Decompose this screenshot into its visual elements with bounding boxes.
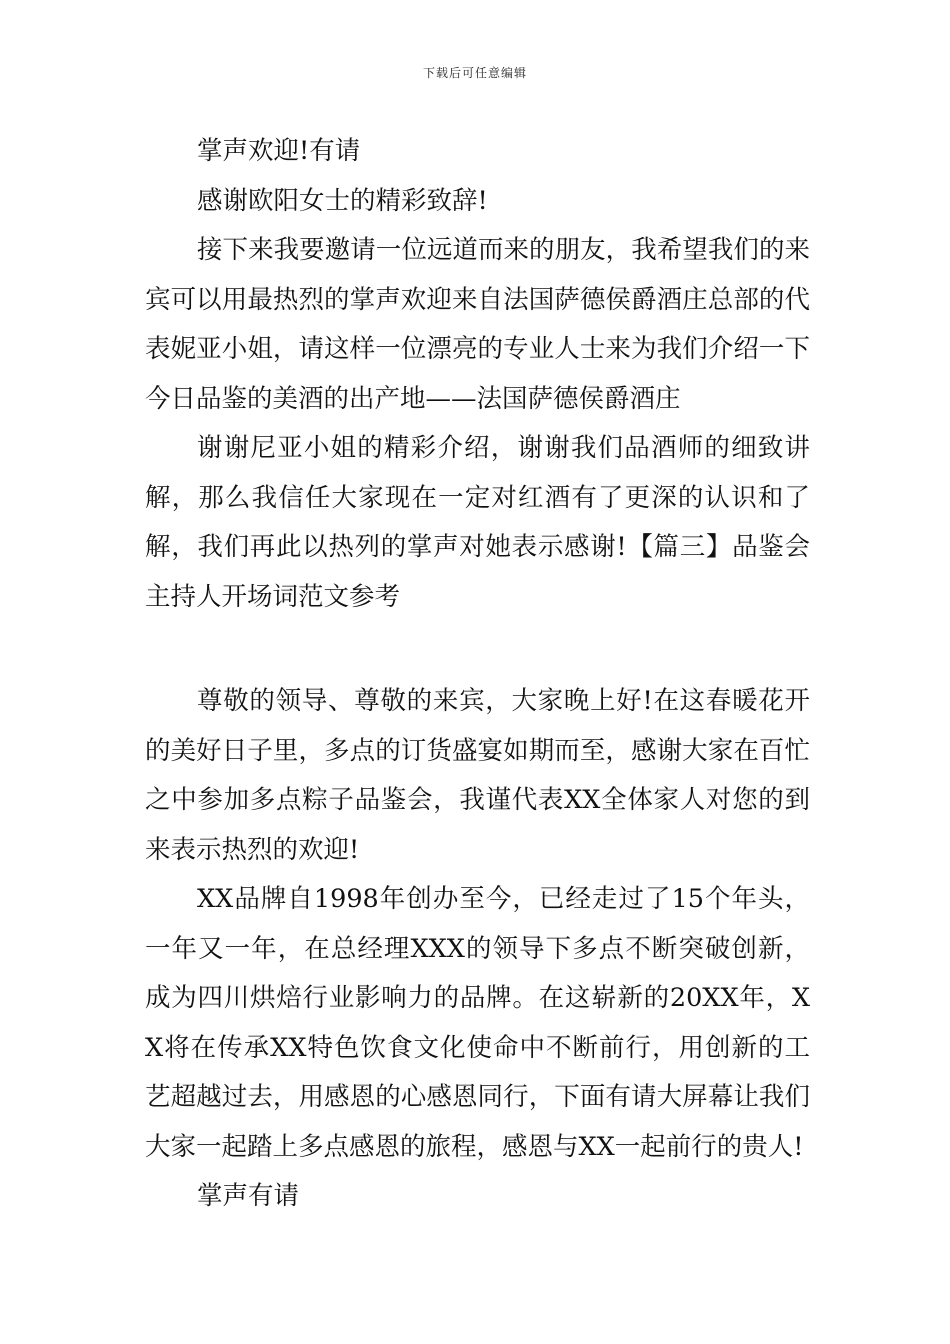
paragraph-welcome: 尊敬的领导、尊敬的来宾，大家晚上好!在这春暖花开的美好日子里，多点的订货盛宴如期而至，感谢大家在百忙之中参加多点粽子品鉴会，我谨代表XX全体家人对您的到来表示热烈的欢迎! [145, 686, 810, 865]
paragraph-applause-invite: 掌声欢迎!有请 [197, 136, 361, 166]
header-note: 下载后可任意编辑 [422, 66, 527, 80]
paragraph-thanks-nia: 谢谢尼亚小姐的精彩介绍，谢谢我们品酒师的细致讲解，那么我信任大家现在一定对红酒有了更深的认识和了解，我们再此以热列的掌声对她表示感谢!【篇三】品鉴会主持人开场词范文参考 [145, 433, 810, 612]
paragraph-gap [145, 622, 810, 677]
paragraph-brand-history: XX品牌自1998年创办至今，已经走过了15个年头，一年又一年，在总经理XXX的领导下多点不断突破创新，成为四川烘焙行业影响力的品牌。在这崭新的20XX年，XX将在传承XX特色饮食文化使命中不断前行，用创新的工艺超越过去，用感恩的心感恩同行，下面有请大屏幕让我们大家一起踏上多点感恩的旅程，感恩与XX一起前行的贵人! [145, 884, 810, 1162]
paragraph-thanks-ouyang: 感谢欧阳女士的精彩致辞! [197, 185, 488, 216]
paragraph-applause-closing: 掌声有请 [197, 1181, 300, 1211]
paragraph-invite-guest: 接下来我要邀请一位远道而来的朋友，我希望我们的来宾可以用最热烈的掌声欢迎来自法国萨德侯爵酒庄总部的代表妮亚小姐，请这样一位漂亮的专业人士来为我们介绍一下今日品鉴的美酒的出产地——法国萨德侯爵酒庄 [145, 235, 810, 414]
document-body [145, 127, 810, 1222]
